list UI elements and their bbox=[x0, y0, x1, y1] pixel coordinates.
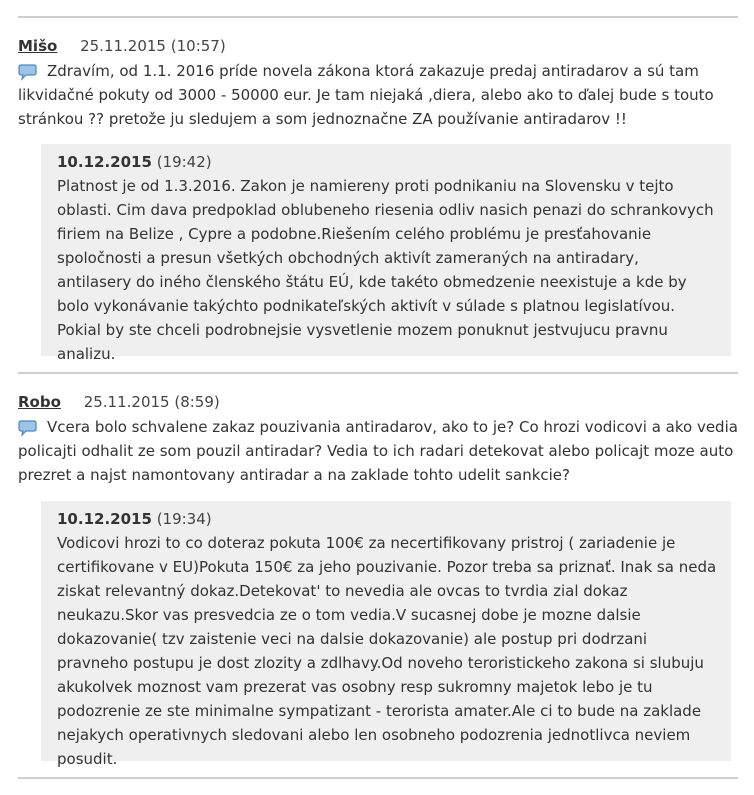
reply-text: Vodicovi hrozi to co doteraz pokuta 100€ za necertifikovany pristroj ( zariadenie je certifikovane v EU)Pokuta 150€ za jeho pouzivanie. Pozor treba sa priznať. Inak sa neda ziskat relevantný dokaz.Detekovat' to nevedia ale ovcas to tvrdia zial dokaz neukazu.Skor vas presvedcia ze o tom vedia.V sucasnej dobe je mozne dalsie dokazovanie( tzv zaistenie veci na dalsie dokazovanie) ale postup pri dodrzani pravneho postupu je dost zlozity a zdlhavy.Od noveho teroristickeho zakona si slubuju akukolvek moznost vam prezerat vas osobny resp sukromny majetok lebo je tu podozrenie ze ste minimalne sympatizant - terorista amater.Ale ci to bude na zaklade nejakych operativnych sledovani alebo len osobneho podozrenia jednotlivca neviem posudit. bbox=[57, 534, 717, 768]
reply-header bbox=[57, 151, 717, 173]
comment-date: 25.11.2015 bbox=[80, 37, 166, 55]
comment-time: (8:59) bbox=[174, 393, 220, 411]
top-divider bbox=[18, 16, 738, 18]
comment-header bbox=[18, 391, 740, 413]
comment-divider bbox=[18, 372, 738, 374]
comment-text bbox=[18, 415, 740, 487]
comment-robo bbox=[18, 391, 740, 487]
comment-text bbox=[18, 59, 740, 131]
comment-text-content: Vcera bolo schvalene zakaz pouzivania antiradarov, ako to je? Co hrozi vodicovi a ako vedia policajti odhalit ze som pouzil antiradar? Vedia to ich radari detekovat alebo policajt moze auto prezret a najst namontovany antiradar a na zaklade tohto udelit sankcie? bbox=[18, 418, 738, 484]
reply-block-miso bbox=[41, 144, 731, 363]
comment-header bbox=[18, 35, 740, 57]
speech-bubble-icon bbox=[18, 420, 37, 434]
comment-author-link[interactable]: Robo bbox=[18, 393, 61, 411]
comment-time: (10:57) bbox=[170, 37, 226, 55]
reply-date: 10.12.2015 bbox=[57, 153, 152, 171]
comment-date: 25.11.2015 bbox=[83, 393, 170, 411]
reply-date: 10.12.2015 bbox=[57, 510, 152, 528]
speech-bubble-icon bbox=[18, 64, 37, 78]
reply-time: (19:42) bbox=[156, 153, 212, 171]
reply-header bbox=[57, 508, 717, 530]
reply-text: Platnost je od 1.3.2016. Zakon je namiereny proti podnikaniu na Slovensku v tejto oblasti. Cim dava predpoklad oblubeneho riesenia odliv nasich penazi do schrankovych firiem na Belize , Cypre a podobne.Riešením celého problému je presťahovanie spoločnosti a presun všetkých obchodných aktivít zameraných na antiradary, antilasery do iného členského štátu EÚ, kde takéto obmedzenie neexistuje a kde by bolo vykonávanie takýchto podnikateľských aktivít v súlade s platnou legislatívou. Pokial by ste chceli podrobnejsie vysvetlenie mozem ponuknut jestvujucu pravnu analizu. bbox=[57, 177, 714, 363]
reply-block-robo bbox=[41, 501, 731, 768]
comment-miso bbox=[18, 35, 740, 131]
comment-author-link[interactable]: Mišo bbox=[18, 37, 58, 55]
reply-time: (19:34) bbox=[156, 510, 212, 528]
comment-text-content: Zdravím, od 1.1. 2016 príde novela zákona ktorá zakazuje predaj antiradarov a sú tam likvidačné pokuty od 3000 - 50000 eur. Je tam niejaká ,diera, alebo ako to ďalej bude s touto stránkou ?? pretože ju sledujem a som jednoznačne ZA používanie antiradarov !! bbox=[18, 62, 714, 128]
bottom-divider bbox=[18, 777, 738, 779]
